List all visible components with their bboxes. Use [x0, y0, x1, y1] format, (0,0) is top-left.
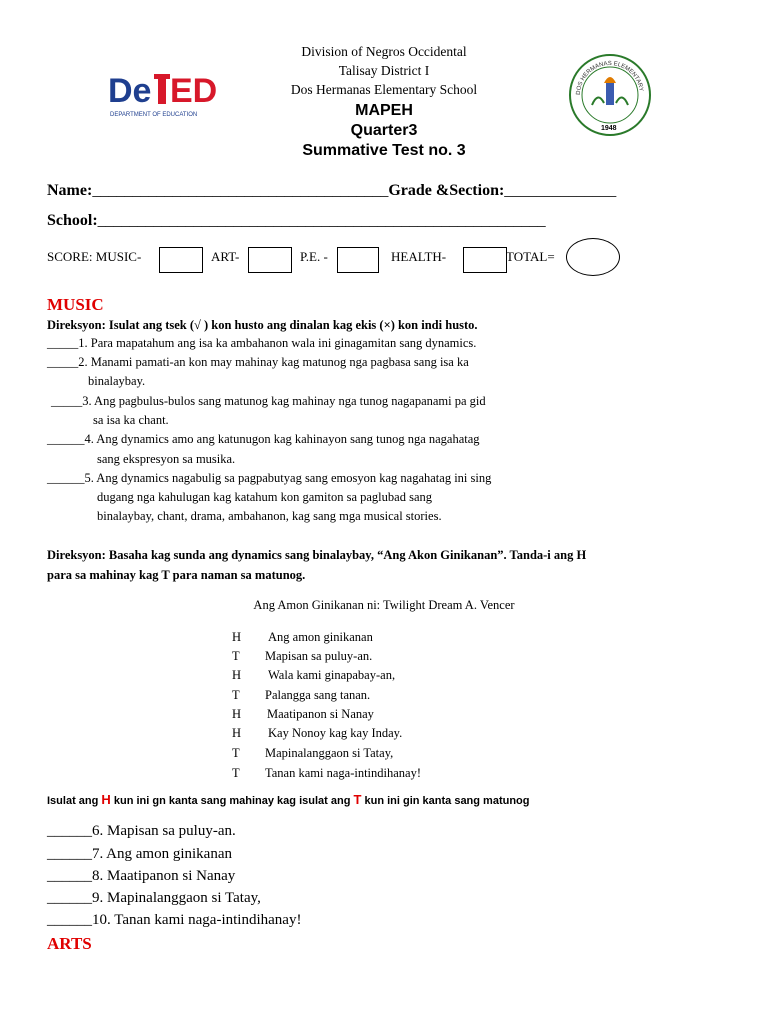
answer-item-6[interactable]: ______6. Mapisan sa puluy-an. — [47, 823, 236, 839]
arts-heading: ARTS — [47, 934, 92, 953]
question-5: ______5. Ang dynamics nagabulig sa pagpabutyag sang emosyon kag nagahatag ini sing — [47, 471, 492, 485]
poem-line: Palangga sang tanan. — [265, 688, 371, 702]
school-line: ________________________________________________________ — [97, 212, 546, 229]
music-direction-2b: para sa mahinay kag T para naman sa matunog. — [47, 568, 306, 582]
poem-title: Ang Amon Ginikanan ni: Twilight Dream A. Vencer — [253, 598, 515, 612]
school-field[interactable] — [47, 212, 546, 230]
poem-line: Maatipanon si Nanay — [267, 707, 374, 721]
question-5-cont-2: binalaybay, chant, drama, ambahanon, kag sang mga musical stories. — [97, 509, 442, 523]
header-test-title: Summative Test no. 3 — [302, 142, 466, 159]
header-subject: MAPEH — [355, 102, 413, 119]
header-district: Talisay District I — [338, 63, 430, 78]
instruction-part-2: kun ini gn kanta sang mahinay kag isulat ang — [110, 795, 354, 807]
poem-line: Mapisan sa puluy-an. — [265, 649, 373, 663]
score-art-label: ART- — [211, 249, 240, 264]
poem-mark: H — [232, 707, 242, 721]
instruction-h: H — [101, 792, 111, 807]
score-pe-label: P.E. - — [300, 249, 328, 264]
logo-caption: DEPARTMENT OF EDUCATION — [110, 112, 198, 118]
instruction-t: T — [353, 792, 362, 807]
question-5-cont-1: dugang nga kahulugan kag katahum kon gamiton sa paglubad sang — [97, 490, 432, 504]
answer-item-9[interactable]: ______9. Mapinalanggaon si Tatay, — [47, 890, 261, 906]
seal-ring-text: DOS HERMANAS ELEMENTARY — [575, 60, 644, 96]
instruction-part-1: Isulat ang — [47, 795, 102, 807]
score-music-box[interactable] — [159, 247, 203, 273]
name-label: Name: — [47, 182, 93, 199]
score-health-label: HEALTH- — [391, 249, 447, 264]
grade-label: Grade &Section: — [388, 182, 505, 199]
music-direction-2a: Direksyon: Basaha kag sunda ang dynamics sang binalaybay, “Ang Akon Ginikanan”. Tanda-i ang H — [47, 548, 587, 562]
poem-mark: T — [232, 688, 240, 702]
instruction-part-3: kun ini gin kanta sang matunog — [361, 795, 530, 807]
poem-mark: T — [232, 766, 240, 780]
poem-line: Mapinalanggaon si Tatay, — [265, 746, 394, 760]
score-music-label: SCORE: MUSIC- — [47, 249, 142, 264]
answer-item-10[interactable]: ______10. Tanan kami naga-intindihanay! — [47, 912, 302, 928]
question-2-cont: binalaybay. — [88, 374, 146, 388]
answer-item-7[interactable]: ______7. Ang amon ginikanan — [47, 846, 232, 862]
poem-line: Tanan kami naga-intindihanay! — [265, 766, 422, 780]
poem-line: Wala kami ginapabay-an, — [268, 668, 396, 682]
poem-line: Kay Nonoy kag kay Inday. — [268, 726, 403, 740]
poem-mark: T — [232, 649, 240, 663]
logo-text-ed: ED — [170, 72, 218, 110]
poem-mark: T — [232, 746, 240, 760]
music-heading: MUSIC — [47, 295, 104, 314]
poem-mark: H — [232, 668, 242, 682]
question-3: _____3. Ang pagbulus-bulos sang matunog kag mahinay nga tunog nagapanami pa gid — [51, 394, 486, 408]
question-4-cont: sang ekspresyon sa musika. — [97, 452, 236, 466]
question-3-cont: sa isa ka chant. — [93, 413, 169, 427]
poem-mark: H — [232, 630, 242, 644]
logo-text-de: De — [108, 72, 152, 110]
score-art-box[interactable] — [248, 247, 292, 273]
header-school: Dos Hermanas Elementary School — [290, 82, 478, 97]
seal-year: 1948 — [601, 125, 617, 132]
question-4: ______4. Ang dynamics amo ang katunugon kag kahinayon sang tunog nga nagahatag — [47, 432, 480, 446]
name-field[interactable] — [47, 182, 616, 200]
name-line: _____________________________________ — [92, 182, 389, 199]
score-total-label: TOTAL= — [506, 249, 555, 264]
score-health-box[interactable] — [463, 247, 507, 273]
header-division: Division of Negros Occidental — [301, 44, 467, 59]
question-2: _____2. Manami pamati-an kon may mahinay kag matunog nga pagbasa sang isa ka — [47, 355, 469, 369]
score-pe-box[interactable] — [337, 247, 379, 273]
music-direction-1: Direksyon: Isulat ang tsek (√ ) kon husto ang dinalan kag ekis (×) kon indi husto. — [47, 318, 478, 332]
grade-line: ______________ — [504, 182, 617, 199]
header-quarter: Quarter3 — [350, 122, 418, 139]
school-label: School: — [47, 212, 98, 229]
poem-line: Ang amon ginikanan — [268, 630, 373, 644]
score-total-circle[interactable] — [566, 238, 620, 276]
music-instruction — [47, 792, 530, 807]
poem-mark: H — [232, 726, 242, 740]
answer-item-8[interactable]: ______8. Maatipanon si Nanay — [47, 868, 236, 884]
question-1: _____1. Para mapatahum ang isa ka ambahanon wala ini ginagamitan sang dynamics. — [47, 336, 477, 350]
